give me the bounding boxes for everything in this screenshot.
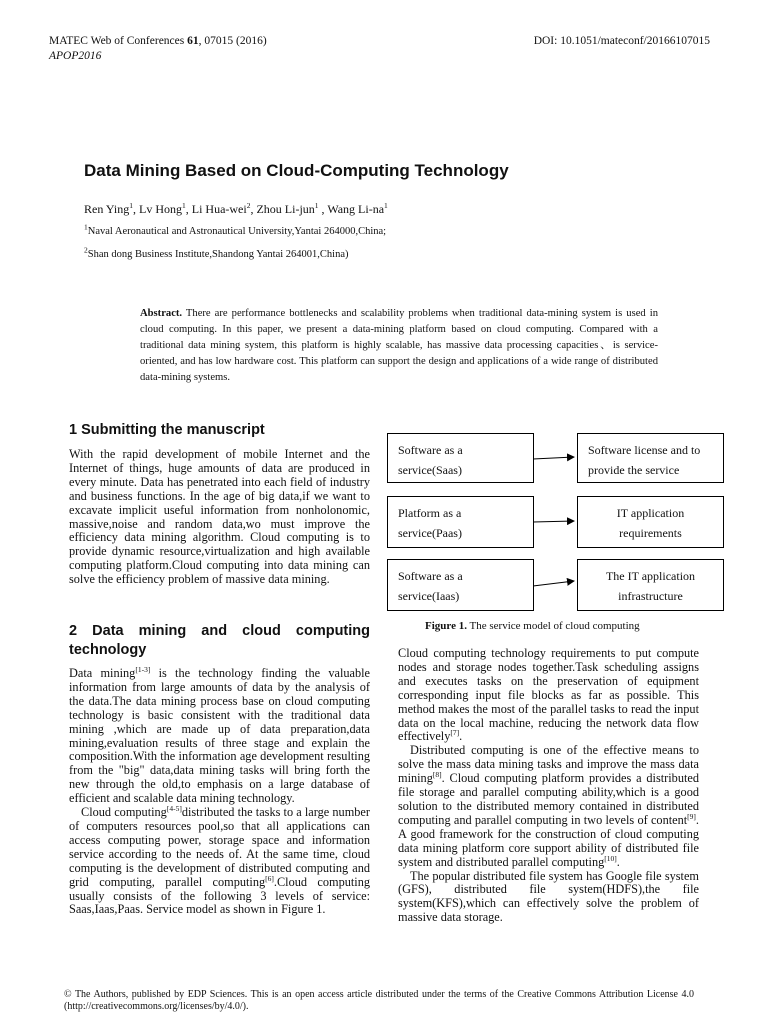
arrow-iaas bbox=[533, 581, 574, 586]
right-column-body bbox=[398, 647, 699, 925]
paragraph: Cloud computing technology requirements to put compute nodes and storage nodes together.Task scheduling assigns and executes tasks on the preservation of equipment corresponding input file blocks as far as possible. This method makes the most of the parallel tasks to read the input data on the local machine, reducing the network data flow effectively[7]. bbox=[398, 646, 699, 744]
license-footer: © The Authors, published by EDP Sciences. This is an open access article distributed under the terms of the Creative Commons Attribution License 4.0 (http://creativecommons.org/licenses/by/4.0/). bbox=[64, 989, 694, 1012]
affiliation: $^1$Naval Aeronautical and Astronautical University,Yantai 264000,China; bbox=[84, 222, 387, 237]
author-list bbox=[84, 202, 388, 217]
arrow-saas bbox=[533, 457, 574, 459]
paragraph: Cloud computing[4-5]distributed the tasks to a large number of computers resources pool,so that all applications can access computing power, storage space and information service according to the needs of. At the same time, cloud computing is the development of distributed computing and grid computing, parallel computing[6].Cloud computing usually consists of the following 3 levels of service: Saas,Iaas,Paas. Service model as shown in Figure 1. bbox=[69, 803, 371, 917]
author: Lv Hong$^1$, bbox=[138, 201, 192, 216]
section-1-body: With the rapid development of mobile Internet and the Internet of things, huge amounts of data are produced in every minute. Data has penetrated into each field of industry and business functions. In the age of big data,if we want to excavate implicit useful information from nonholonomic, massive,noise and random data,wo must improve the efficiency data mining algorithm. Cloud computing is to provide dynamic resource,virtualization and high available computing platform.Cloud computing into data mining can solve the efficiency problem of massive data mining. bbox=[69, 447, 370, 587]
arrow-paas bbox=[533, 521, 574, 522]
section-2-body bbox=[69, 664, 371, 917]
box-saas: Software as a service(Saas) bbox=[387, 433, 534, 483]
paragraph: Distributed computing is one of the effective means to solve the mass data mining tasks and improve the mass data mining[8]. Cloud computing platform provides a distributed file storage and parallel computing ability,which is a good solution to the distributed memory contained in distributed computing and parallel computing in two levels of content[9]. A good framework for the construction of cloud computing data mining platform core support ability of distributed file system and distributed parallel computing[10]. bbox=[398, 743, 699, 869]
abstract: Abstract. There are performance bottlenecks and scalability problems when traditional data-mining system is used in cloud computing. In this paper, we present a data-mining platform based on cloud computing. Compared with a traditional data mining system, this platform is highly scalable, has massive data processing capacities、is service-oriented, and has low hardware cost. This platform can support the design and applications of a wide range of distributed data-mining systems. bbox=[140, 308, 658, 383]
box-software-license: Software license and to provide the service bbox=[577, 433, 724, 483]
box-it-application-requirements: IT application requirements bbox=[577, 496, 724, 548]
author: Zhou Li-jun$^1$ , bbox=[256, 201, 328, 216]
journal-citation: MATEC Web of Conferences 61, 07015 (2016) bbox=[49, 35, 267, 47]
affiliation: $^2$Shan dong Business Institute,Shandong Yantai 264001,China) bbox=[84, 245, 349, 260]
author: Ren Ying$^1$, bbox=[84, 201, 139, 216]
paper-title: Data Mining Based on Cloud-Computing Technology bbox=[84, 161, 509, 180]
author: Wang $Li-na^1$ bbox=[327, 201, 388, 216]
box-paas: Platform as a service(Paas) bbox=[387, 496, 534, 548]
section-2-heading: 2 Data mining and cloud computing technology bbox=[69, 623, 370, 658]
paragraph: Data mining[1-3] is the technology finding the valuable information from large amounts of data by the analysis of the data.The data mining process base on cloud computing technology is basic consistent with the traditional data mining ,which are made up of data preparation,data mining,evaluation results of three stage and explain the composition.With the information age development resulting from the "big" data,data mining tasks will bring forth the new through the old,to emphasis on a large database of efficient and scalable data mining technology. bbox=[69, 664, 370, 806]
paragraph: The popular distributed file system has Google file system (GFS), distributed file system(HDFS),the file system(KFS),which can effectively solve the problem of massive data storage. bbox=[398, 868, 699, 925]
author: Li Hua-wei$^2$, bbox=[191, 201, 257, 216]
figure-caption: Figure 1. The service model of cloud computing bbox=[425, 620, 640, 632]
doi: DOI: 10.1051/mateconf/20166107015 bbox=[533, 35, 710, 47]
box-it-infrastructure: The IT application infrastructure bbox=[577, 559, 724, 611]
box-iaas: Software as a service(Iaas) bbox=[387, 559, 534, 611]
conference-name: APOP2016 bbox=[49, 50, 102, 62]
section-1-heading: 1 Submitting the manuscript bbox=[69, 422, 265, 438]
